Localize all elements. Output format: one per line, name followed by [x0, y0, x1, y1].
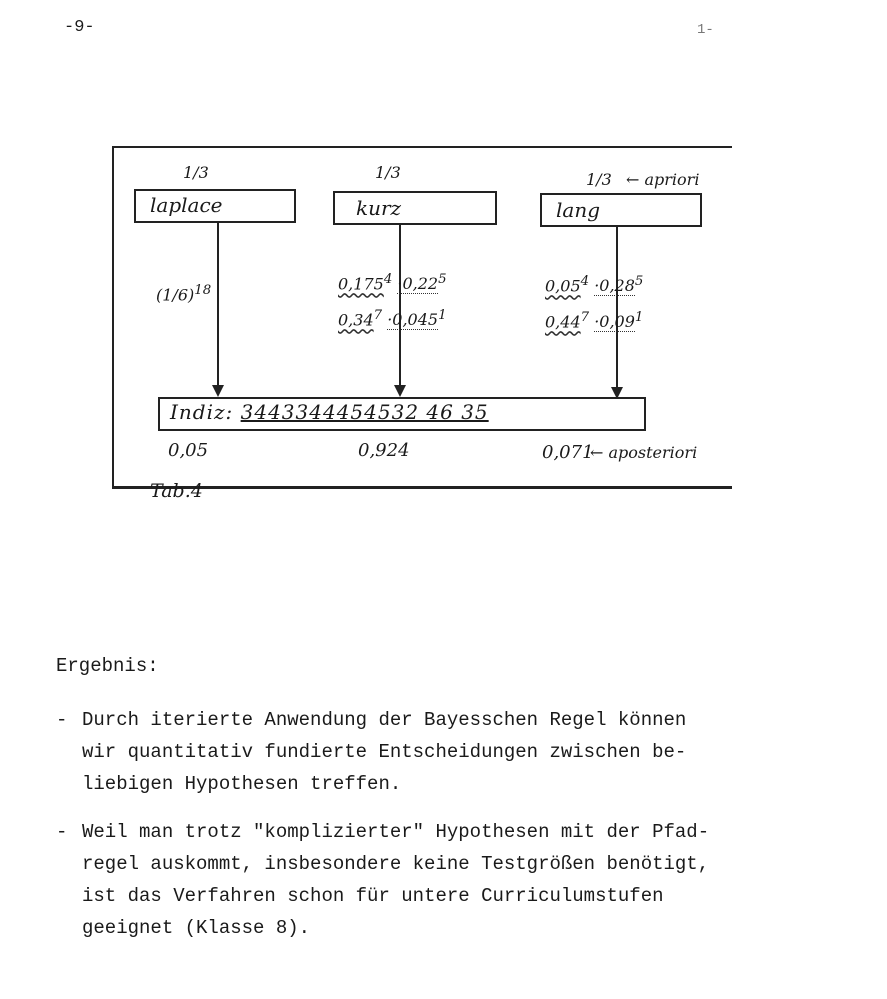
likelihood-lang-factor-4: ·0,09	[594, 312, 635, 332]
likelihood-kurz-exp-2: 5	[438, 272, 447, 287]
posterior-laplace: 0,05	[168, 440, 209, 461]
likelihood-kurz-factor-3: 0,34	[338, 310, 374, 330]
bullet-line: ist das Verfahren schon für untere Curriculumstufen	[82, 885, 664, 907]
likelihood-laplace-exp: 18	[194, 283, 212, 298]
likelihood-kurz-exp-3: 7	[373, 308, 383, 323]
likelihood-lang-row2	[545, 310, 643, 331]
hypothesis-label-laplace: laplace	[150, 193, 223, 217]
indiz-sequence: 3443344454532 46 35	[240, 400, 489, 424]
arrow-head-laplace	[212, 385, 224, 397]
likelihood-lang-exp-1: 4	[580, 274, 590, 289]
arrow-line-laplace	[217, 223, 219, 386]
likelihood-lang-row1	[545, 274, 643, 295]
likelihood-kurz-exp-1: 4	[383, 272, 393, 287]
likelihood-lang-exp-2: 5	[634, 274, 644, 289]
arrow-line-kurz	[399, 225, 401, 386]
likelihood-kurz-row2	[338, 308, 447, 329]
indiz-label: Indiz:	[170, 400, 234, 424]
bullet-dash: -	[56, 821, 68, 843]
hypothesis-label-kurz: kurz	[356, 196, 402, 220]
likelihood-kurz-row1	[338, 272, 447, 293]
likelihood-lang-factor-1: 0,05	[545, 276, 581, 296]
prior-lang: 1/3	[586, 170, 612, 189]
likelihood-laplace	[156, 283, 211, 304]
bullet-line: Weil man trotz "komplizierter" Hypothesen mit der Pfad-	[82, 821, 710, 843]
likelihood-laplace-base: (1/6)	[156, 285, 195, 305]
likelihood-lang-factor-3: 0,44	[545, 312, 581, 332]
likelihood-lang-exp-4: 1	[634, 310, 644, 325]
corner-mark: 1-	[697, 22, 714, 38]
prior-laplace: 1/3	[183, 163, 209, 182]
posterior-kurz: 0,924	[358, 440, 410, 461]
bullet-line: regel auskommt, insbesondere keine Testgrößen benötigt,	[82, 853, 710, 875]
arrow-line-lang	[616, 227, 618, 388]
bullet-line: wir quantitativ fundierte Entscheidungen zwischen be-	[82, 741, 687, 763]
aposteriori-label: ← aposteriori	[590, 443, 698, 462]
likelihood-kurz-factor-2: ·0,22	[397, 274, 439, 294]
result-bullet-2	[56, 816, 856, 944]
likelihood-kurz-factor-4: ·0,045	[387, 310, 439, 330]
result-bullet-1	[56, 704, 856, 800]
page-number: -9-	[64, 18, 95, 37]
apriori-label: ← apriori	[626, 170, 700, 189]
likelihood-kurz-factor-1: 0,175	[338, 274, 384, 294]
bullet-line: geeignet (Klasse 8).	[82, 917, 311, 939]
hypothesis-label-lang: lang	[556, 198, 601, 222]
bullet-line: liebigen Hypothesen treffen.	[82, 773, 402, 795]
bullet-dash: -	[56, 709, 68, 731]
arrow-head-kurz	[394, 385, 406, 397]
bullet-line: Durch iterierte Anwendung der Bayesschen Regel können	[82, 709, 687, 731]
indiz-row	[170, 400, 489, 424]
prior-kurz: 1/3	[375, 163, 401, 182]
likelihood-lang-factor-2: ·0,28	[594, 276, 635, 296]
result-heading: Ergebnis:	[56, 655, 159, 677]
posterior-lang: 0,071	[542, 442, 594, 463]
likelihood-kurz-exp-4: 1	[438, 308, 447, 323]
likelihood-lang-exp-3: 7	[580, 310, 590, 325]
figure-caption: Tab.4	[150, 480, 203, 502]
